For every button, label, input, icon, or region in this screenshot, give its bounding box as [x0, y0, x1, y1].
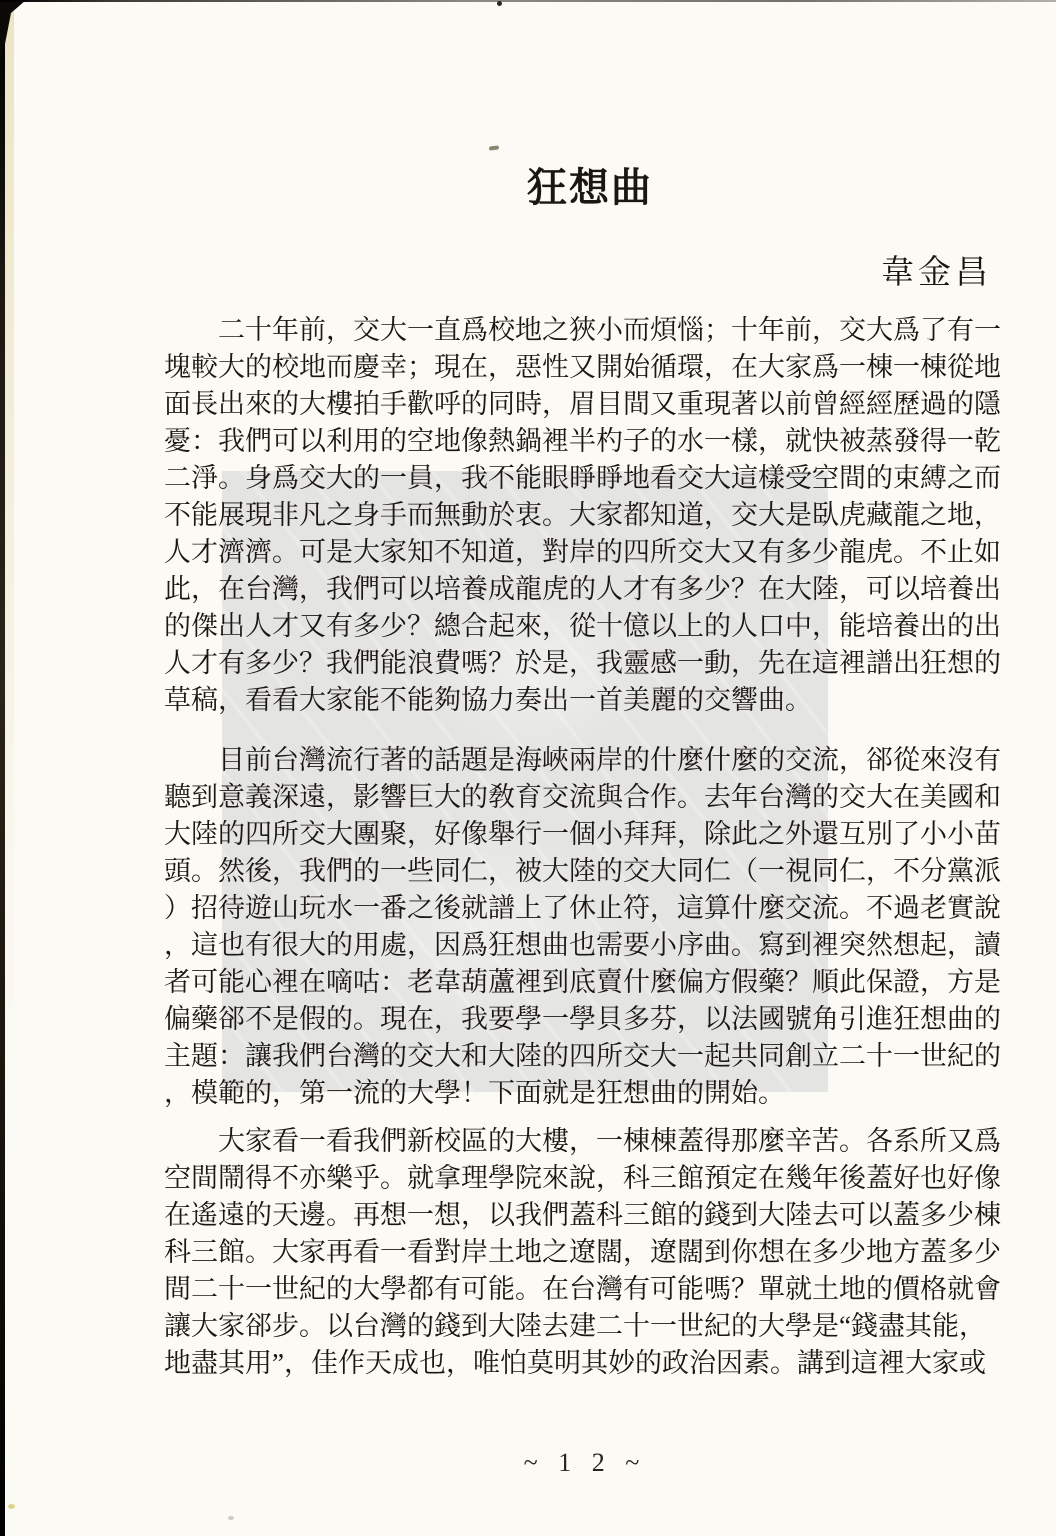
paragraph-3 [164, 1123, 1006, 1382]
text-line: 二十年前，交大一直爲校地之狹小而煩惱；十年前，交大爲了有一 [218, 315, 1001, 345]
text-line: 此，在台灣，我們可以培養成龍虎的人才有多少？在大陸，可以培養出 [164, 574, 1001, 604]
text-line: 目前台灣流行著的話題是海峽兩岸的什麼什麼的交流，郤從來沒有 [218, 745, 1001, 775]
text-line: ，這也有很大的用處，因爲狂想曲也需要小序曲。寫到裡突然想起，讀 [164, 930, 1001, 960]
text-line: 面長出來的大樓拍手歡呼的同時，眉目間又重現著以前曾經經歷過的隱 [164, 389, 1001, 419]
text-line: 聽到意義深遠，影響巨大的敎育交流與合作。去年台灣的交大在美國和 [164, 782, 1001, 812]
text-line: 科三館。大家再看一看對岸土地之遼闊，遼闊到你想在多少地方蓋多少 [164, 1237, 1001, 1267]
scan-speck [8, 1504, 15, 1509]
page-title: 狂想曲 [527, 165, 653, 210]
document-body [164, 312, 1006, 1382]
scan-page-edge-strip [5, 0, 14, 1150]
page-number: ~ 1 2 ~ [523, 1448, 647, 1477]
text-line: 空間鬧得不亦樂乎。就拿理學院來說，科三館預定在幾年後蓋好也好像 [164, 1163, 1001, 1193]
scan-edge-top [0, 0, 1056, 2]
paragraph-1 [164, 312, 1006, 719]
text-line: 不能展現非凡之身手而無動於衷。大家都知道，交大是臥虎藏龍之地， [164, 500, 1001, 530]
text-line: 間二十一世紀的大學都有可能。在台灣有可能嗎？單就土地的價格就會 [164, 1274, 1001, 1304]
text-line: 二淨。身爲交大的一員，我不能眼睜睜地看交大這樣受空間的束縛之而 [164, 463, 1001, 493]
text-line: 的傑出人才又有多少？總合起來，從十億以上的人口中，能培養出的出 [164, 611, 1001, 641]
text-line: 草稿，看看大家能不能夠協力奏出一首美麗的交響曲。 [164, 685, 812, 715]
text-line: 塊較大的校地而慶幸；現在，惡性又開始循環，在大家爲一棟一棟從地 [164, 352, 1001, 382]
text-line: 者可能心裡在嘀咕：老韋葫蘆裡到底賣什麼偏方假藥？順此保證，方是 [164, 967, 1001, 997]
scan-speck [489, 145, 499, 150]
text-line: 讓大家郤步。以台灣的錢到大陸去建二十一世紀的大學是“錢盡其能， [164, 1311, 986, 1341]
scan-speck [497, 1, 502, 6]
text-line: ，模範的，第一流的大學！下面就是狂想曲的開始。 [164, 1078, 785, 1108]
author-name: 韋金昌 [881, 255, 992, 291]
text-line: 憂：我們可以利用的空地像熱鍋裡半杓子的水一樣，就快被蒸發得一乾 [164, 426, 1001, 456]
text-line: 大家看一看我們新校區的大樓，一棟棟蓋得那麼辛苦。各系所又爲 [218, 1126, 1001, 1156]
text-line: 主題：讓我們台灣的交大和大陸的四所交大一起共同創立二十一世紀的 [164, 1041, 1001, 1071]
text-line: 地盡其用”，佳作天成也，唯怕莫明其妙的政治因素。講到這裡大家或 [164, 1348, 986, 1378]
text-line: 頭。然後，我們的一些同仁，被大陸的交大同仁（一視同仁，不分黨派 [164, 856, 1001, 886]
text-line: 在遙遠的天邊。再想一想，以我們蓋科三館的錢到大陸去可以蓋多少棟 [164, 1200, 1001, 1230]
text-line: ）招待遊山玩水一番之後就譜上了休止符，這算什麼交流。不過老實說 [164, 893, 1001, 923]
text-line: 大陸的四所交大團聚，好像舉行一個小拜拜，除此之外還互別了小小苗 [164, 819, 1001, 849]
text-line: 人才濟濟。可是大家知不知道，對岸的四所交大又有多少龍虎。不止如 [164, 537, 1001, 567]
text-line: 人才有多少？我們能浪費嗎？於是，我靈感一動，先在這裡譜出狂想的 [164, 648, 1001, 678]
paragraph-2 [164, 742, 1006, 1112]
text-line: 偏藥郤不是假的。現在，我要學一學貝多芬，以法國號角引進狂想曲的 [164, 1004, 1001, 1034]
scan-speck [228, 1516, 234, 1520]
